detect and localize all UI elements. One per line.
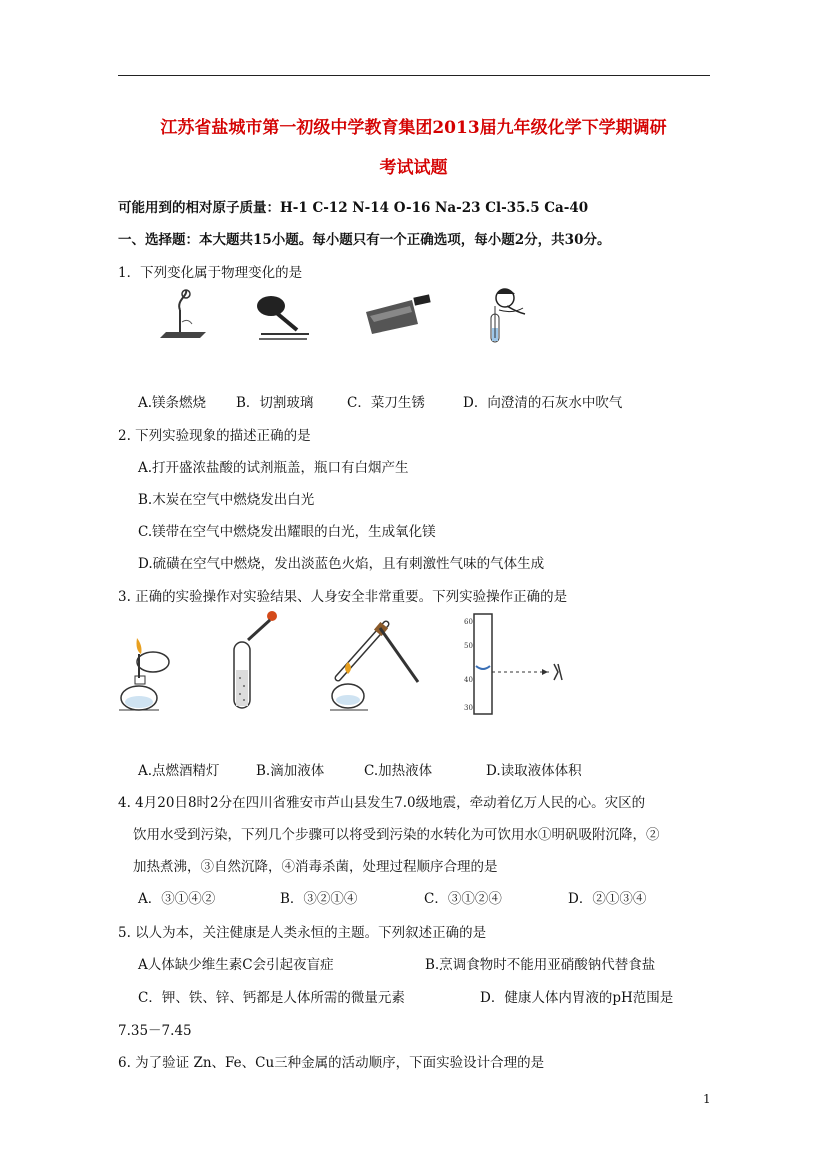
option-d: D．向澄清的石灰水中吹气: [463, 395, 623, 411]
section-heading: 一、选择题：本大题共15小题。每小题只有一个正确选项，每小题2分，共30分。: [118, 232, 611, 248]
question-1-stem: 1．下列变化属于物理变化的是: [118, 265, 303, 281]
option-a: A.点燃酒精灯: [138, 763, 220, 779]
question-4-line-3: 加热煮沸，③自然沉降，④消毒杀菌，处理过程顺序合理的是: [133, 859, 498, 875]
magnesium-burning-image: [158, 288, 208, 342]
blowing-limewater-image: [485, 286, 537, 346]
question-2-option-b: B.木炭在空气中燃烧发出白光: [138, 492, 315, 508]
page-number: 1: [703, 1092, 711, 1106]
cylinder-tick-50: 50: [464, 642, 473, 650]
question-5-option-d-cont: 7.35－7.45: [118, 1023, 192, 1039]
question-3-options: [138, 759, 582, 779]
heating-liquid-image: [328, 618, 424, 714]
question-5-option-b: B.烹调食物时不能用亚硝酸钠代替食盐: [425, 957, 656, 973]
question-6-stem: 6. 为了验证 Zn、Fe、Cu三种金属的活动顺序，下面实验设计合理的是: [118, 1055, 545, 1071]
header-rule: [118, 75, 710, 76]
question-2-stem: 2. 下列实验现象的描述正确的是: [118, 428, 311, 444]
option-c: C．③①②④: [424, 891, 502, 907]
question-2-option-c: C.镁带在空气中燃烧发出耀眼的白光，生成氧化镁: [138, 524, 436, 540]
question-1-options: [138, 391, 622, 411]
question-3-stem: 3. 正确的实验操作对实验结果、人身安全非常重要。下列实验操作正确的是: [118, 589, 568, 605]
page-title: 江苏省盐城市第一初级中学教育集团2013届九年级化学下学期调研: [160, 118, 667, 138]
question-5-option-c: C．钾、铁、锌、钙都是人体所需的微量元素: [138, 990, 405, 1006]
dropping-liquid-image: [226, 610, 286, 712]
option-b: B．③②①④: [280, 891, 358, 907]
option-d: D.读取液体体积: [486, 763, 582, 779]
option-a: A．③①④②: [138, 891, 216, 907]
option-b: B．切割玻璃: [236, 395, 314, 411]
question-2-option-d: D.硫磺在空气中燃烧，发出淡蓝色火焰，且有刺激性气味的气体生成: [138, 556, 545, 572]
option-c: C．菜刀生锈: [347, 395, 425, 411]
option-a: A.镁条燃烧: [138, 395, 207, 411]
option-d: D．②①③④: [568, 891, 647, 907]
option-b: B.滴加液体: [256, 763, 325, 779]
question-5-stem: 5. 以人为本，关注健康是人类永恒的主题。下列叙述正确的是: [118, 925, 487, 941]
question-4-line-2: 饮用水受到污染，下列几个步骤可以将受到污染的水转化为可饮用水①明矾吸附沉降，②: [133, 827, 660, 843]
cylinder-tick-40: 40: [464, 676, 473, 684]
question-2-option-a: A.打开盛浓盐酸的试剂瓶盖，瓶口有白烟产生: [138, 460, 409, 476]
reading-cylinder-image: [464, 612, 574, 716]
option-c: C.加热液体: [364, 763, 433, 779]
cutting-glass-image: [253, 290, 309, 342]
rusty-knife-image: [362, 290, 432, 340]
question-5-option-d: D．健康人体内胃液的pH范围是: [480, 990, 674, 1006]
page-title-cont: 考试试题: [379, 158, 448, 178]
lighting-alcohol-lamp-image: [117, 632, 181, 714]
question-4-line-1: 4. 4月20日8时2分在四川省雅安市芦山县发生7.0级地震，牵动着亿万人民的心。灾区的: [118, 795, 646, 811]
question-5-option-a: A人体缺少维生素C会引起夜盲症: [138, 957, 334, 973]
cylinder-tick-30: 30: [464, 704, 473, 712]
cylinder-tick-60: 60: [464, 618, 473, 626]
atomic-masses-line: 可能用到的相对原子质量：H-1 C-12 N-14 O-16 Na-23 Cl-35.5 Ca-40: [118, 200, 589, 216]
question-4-options: [138, 887, 646, 907]
